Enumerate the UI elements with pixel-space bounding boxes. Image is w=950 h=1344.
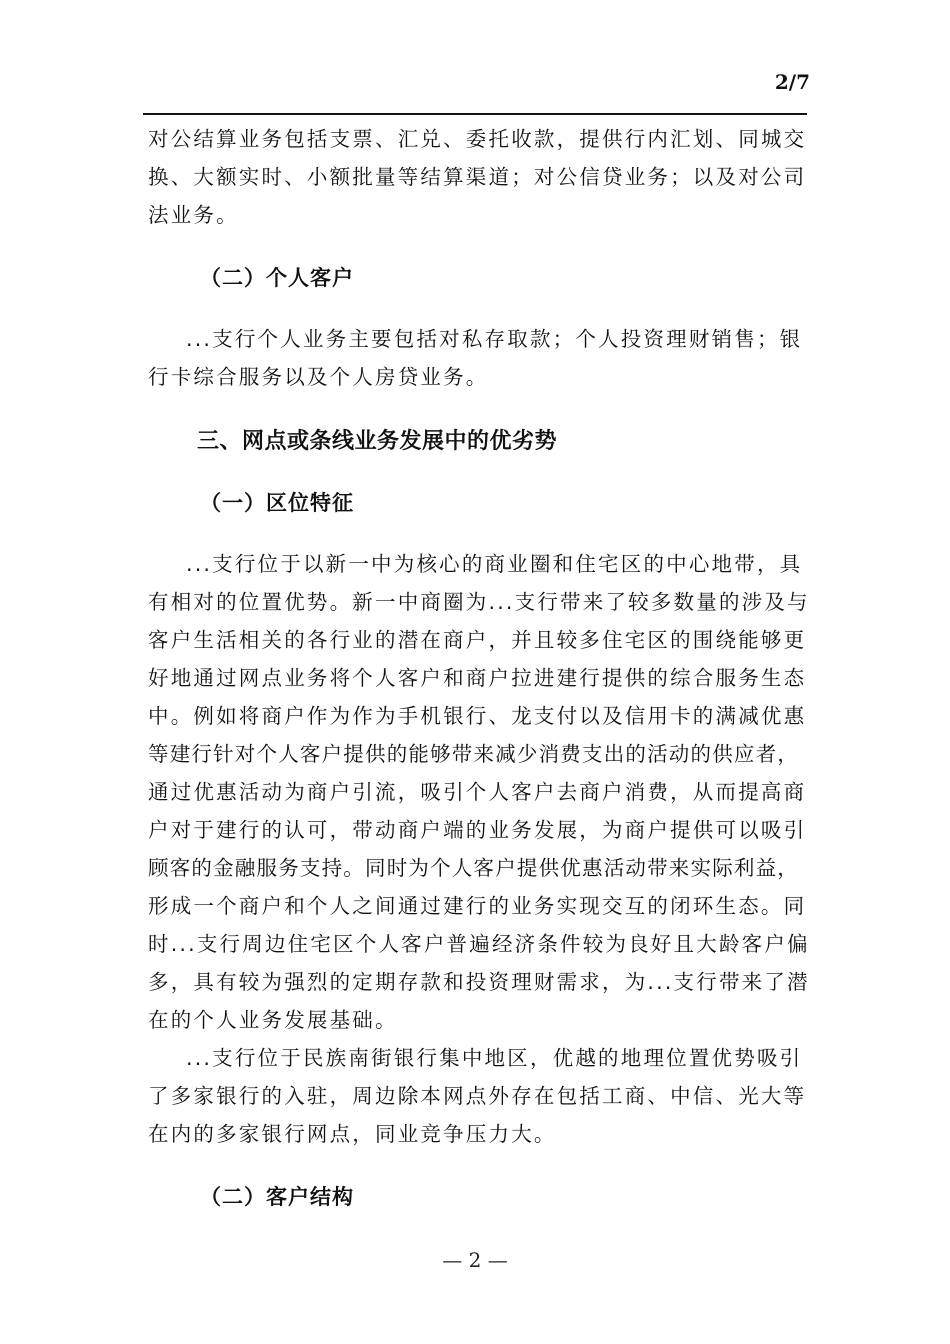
paragraph-line: 对公结算业务包括支票、汇兑、委托收款，提供行内汇划、同城交: [148, 127, 807, 151]
paragraph-line: 换、大额实时、小额批量等结算渠道；对公信贷业务；以及对公司: [148, 165, 807, 189]
subheading-personal-customers: （二）个人客户: [200, 266, 354, 290]
location-paragraph-2: [148, 1039, 808, 1153]
paragraph-line: 通过优惠活动为商户引流，吸引个人客户去商户消费，从而提高商: [148, 780, 807, 804]
paragraph-line: 户对于建行的认可，带动商户端的业务发展，为商户提供可以吸引: [148, 818, 807, 842]
page-indicator: 2/7: [774, 70, 810, 94]
section-heading-advantages: 三、网点或条线业务发展中的优劣势: [197, 429, 558, 454]
paragraph-line: 行卡综合服务以及个人房贷业务。: [148, 365, 489, 389]
paragraph-line: 在内的多家银行网点，同业竞争压力大。: [148, 1122, 557, 1146]
location-paragraph-1: [148, 545, 808, 1039]
personal-paragraph: [148, 320, 808, 396]
subheading-customer-structure: （二）客户结构: [200, 1185, 354, 1209]
paragraph-line: 等建行针对个人客户提供的能够带来减少消费支出的活动的供应者，: [148, 742, 799, 766]
paragraph-line: 中。例如将商户作为作为手机银行、龙支付以及信用卡的满减优惠: [148, 704, 807, 728]
paragraph-line: ...支行位于以新一中为核心的商业圈和住宅区的中心地带，具: [186, 552, 803, 576]
footer-page-number: — 2 —: [442, 1248, 508, 1272]
paragraph-line: 了多家银行的入驻，周边除本网点外存在包括工商、中信、光大等: [148, 1084, 807, 1108]
paragraph-line: 顾客的金融服务支持。同时为个人客户提供优惠活动带来实际利益，: [148, 856, 799, 880]
paragraph-line: 好地通过网点业务将个人客户和商户拉进建行提供的综合服务生态: [148, 666, 807, 690]
paragraph-line: 多，具有较为强烈的定期存款和投资理财需求，为...支行带来了潜: [148, 970, 810, 994]
paragraph-line: 时...支行周边住宅区个人客户普遍经济条件较为良好且大龄客户偏: [148, 932, 810, 956]
paragraph-line: ...支行位于民族南街银行集中地区，优越的地理位置优势吸引: [186, 1046, 803, 1070]
paragraph-line: 法业务。: [148, 203, 239, 227]
paragraph-line: 有相对的位置优势。新一中商圈为...支行带来了较多数量的涉及与: [148, 590, 810, 614]
paragraph-line: 在的个人业务发展基础。: [148, 1008, 398, 1032]
paragraph-line: ...支行个人业务主要包括对私存取款；个人投资理财销售；银: [186, 327, 803, 351]
paragraph-line: 形成一个商户和个人之间通过建行的业务实现交互的闭环生态。同: [148, 894, 807, 918]
paragraph-line: 客户生活相关的各行业的潜在商户，并且较多住宅区的围绕能够更: [148, 628, 807, 652]
subheading-location: （一）区位特征: [200, 491, 354, 515]
header-rule: [143, 113, 807, 115]
intro-paragraph: [148, 120, 808, 234]
